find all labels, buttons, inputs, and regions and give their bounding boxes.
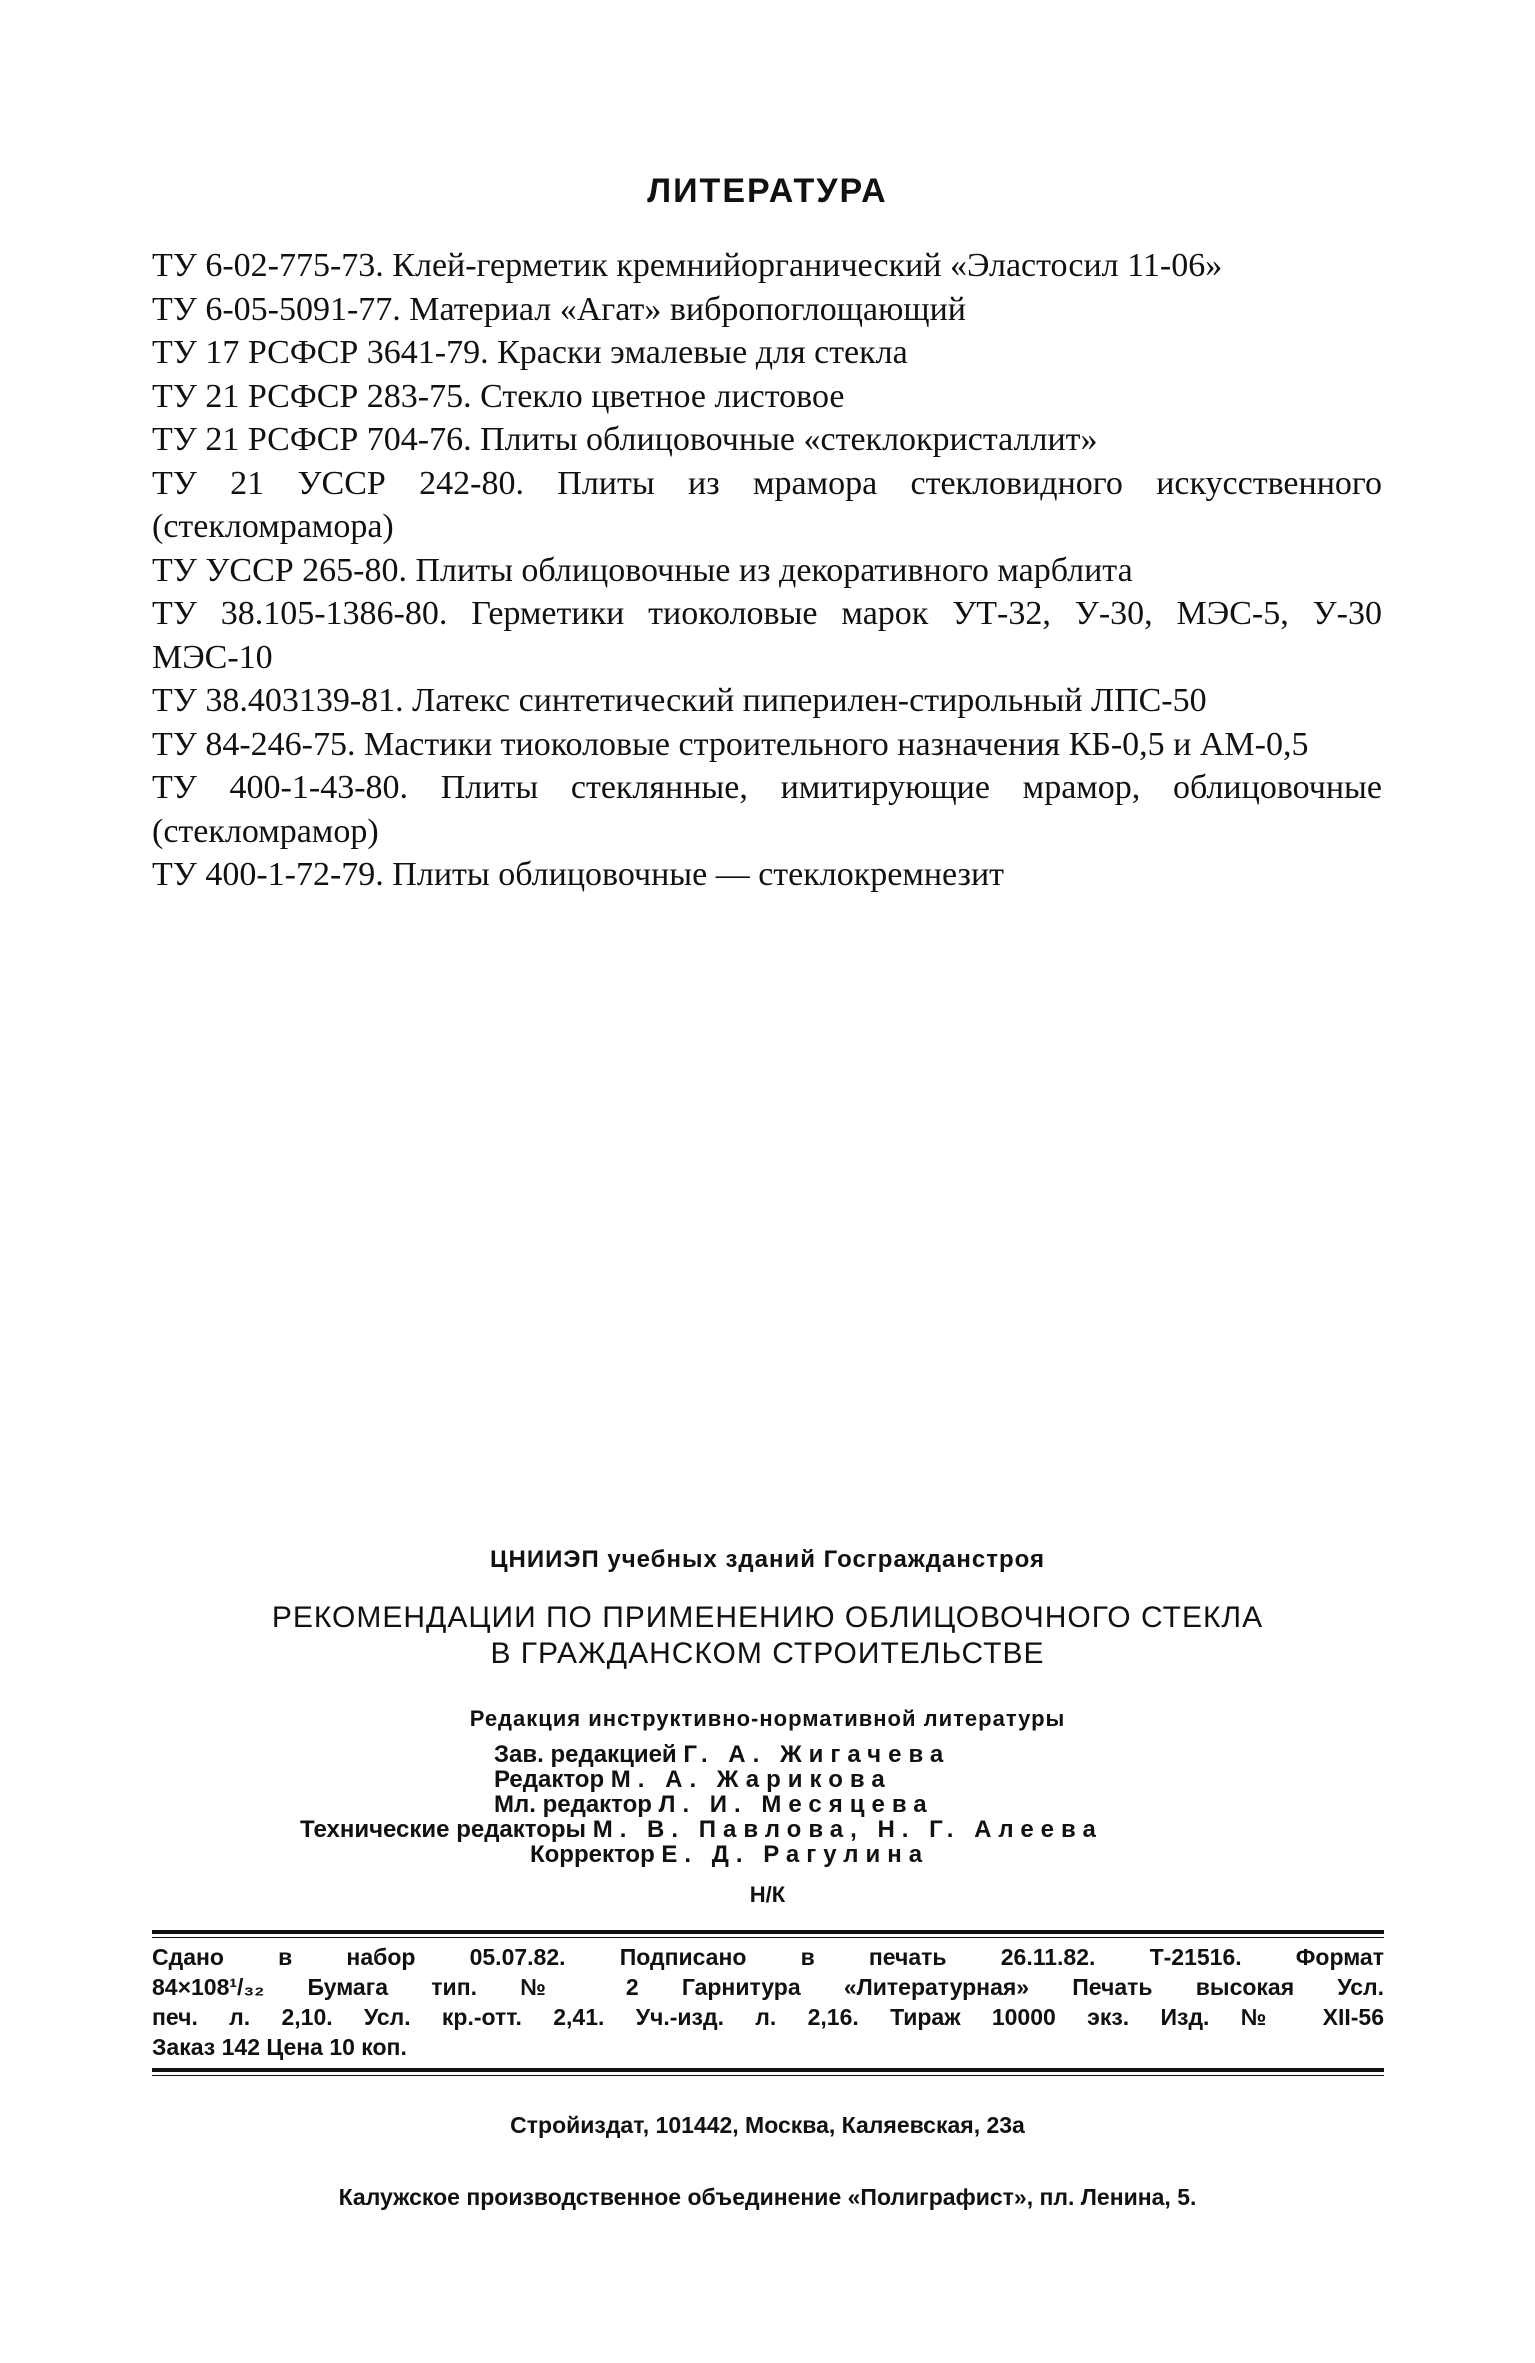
book-title-line-1: РЕКОМЕНДАЦИИ ПО ПРИМЕНЕНИЮ ОБЛИЦОВОЧНОГО СТЕКЛА: [271, 1601, 1264, 1634]
print-info-line: печ. л. 2,10. Усл. кр.-отт. 2,41. Уч.-изд. л. 2,16. Тираж 10000 экз. Изд. № XII-56: [152, 2004, 1384, 2030]
staff-role: Зав. редакцией: [494, 1741, 677, 1768]
reference-item: ТУ 6-05-5091-77. Материал «Агат» вибропоглощающий: [152, 290, 966, 328]
divider-rule: [152, 2068, 1384, 2072]
divider-rule: [152, 2075, 1384, 2076]
code-nk: Н/К: [749, 1882, 786, 1907]
print-info: [152, 1942, 1384, 2062]
department: Редакция инструктивно-нормативной литературы: [469, 1706, 1066, 1731]
organization: ЦНИИЭП учебных зданий Госгражданстроя: [490, 1546, 1045, 1573]
print-info-line: Сдано в набор 05.07.82. Подписано в печать 26.11.82. Т-21516. Формат: [152, 1944, 1384, 1970]
reference-item: ТУ 6-02-775-73. Клей-герметик кремнийорганический «Эластосил 11-06»: [152, 247, 1223, 284]
staff-role: Редактор: [494, 1766, 605, 1793]
staff-row: [290, 1742, 1290, 1767]
staff-row: [290, 1767, 1290, 1792]
book-title: [0, 1600, 1535, 1672]
book-title-line-2: В ГРАЖДАНСКОМ СТРОИТЕЛЬСТВЕ: [490, 1637, 1045, 1670]
reference-item: ТУ 38.105-1386-80. Герметики тиоколовые марок УТ-32, У-30, МЭС-5, У-30 МЭС-10: [152, 595, 1382, 676]
reference-item: ТУ 17 РСФСР 3641-79. Краски эмалевые для стекла: [152, 334, 908, 371]
reference-item: ТУ 84-246-75. Мастики тиоколовые строительного назначения КБ-0,5 и АМ-0,5: [152, 725, 1309, 763]
staff-name: М. А. Жарикова: [610, 1766, 892, 1793]
reference-item: ТУ 21 РСФСР 283-75. Стекло цветное листовое: [152, 377, 845, 415]
publisher: Стройиздат, 101442, Москва, Каляевская, 23а: [510, 2112, 1025, 2138]
imprint-block: [0, 1546, 1535, 1732]
reference-item: ТУ 21 УССР 242-80. Плиты из мрамора стекловидного искусственного (стекломрамора): [152, 464, 1382, 545]
divider-rule: [152, 1930, 1384, 1934]
reference-item: ТУ 400-1-43-80. Плиты стеклянные, имитирующие мрамор, облицовочные (стекломрамор): [152, 769, 1382, 850]
reference-item: ТУ 400-1-72-79. Плиты облицовочные — стеклокремнезит: [152, 856, 1005, 893]
editorial-staff: [290, 1742, 1290, 1867]
print-info-line: 84×108¹/₃₂ Бумага тип. № 2 Гарнитура «Литературная» Печать высокая Усл.: [152, 1974, 1384, 2000]
staff-name: М. В. Павлова, Н. Г. Алеева: [592, 1816, 1103, 1843]
staff-role: Мл. редактор: [494, 1791, 652, 1818]
staff-name: Г. А. Жигачева: [683, 1741, 951, 1768]
staff-name: Е. Д. Рагулина: [661, 1841, 930, 1868]
staff-row: [290, 1817, 1290, 1842]
staff-row: [290, 1842, 1290, 1867]
divider-rule: [152, 1937, 1384, 1938]
reference-item: ТУ 38.403139-81. Латекс синтетический пиперилен-стирольный ЛПС-50: [152, 682, 1207, 719]
staff-row: [290, 1792, 1290, 1817]
reference-item: ТУ 21 РСФСР 704-76. Плиты облицовочные «стеклокристаллит»: [152, 421, 1098, 458]
literature-heading: ЛИТЕРАТУРА: [647, 172, 888, 210]
printer: Калужское производственное объединение «Полиграфист», пл. Ленина, 5.: [338, 2184, 1197, 2210]
print-info-line: Заказ 142 Цена 10 коп.: [152, 2034, 407, 2060]
reference-item: ТУ УССР 265-80. Плиты облицовочные из декоративного марблита: [152, 551, 1133, 589]
reference-list: [152, 244, 1382, 897]
staff-name: Л. И. Месяцева: [658, 1791, 934, 1818]
staff-role: Технические редакторы: [300, 1816, 587, 1843]
staff-role: Корректор: [530, 1841, 655, 1868]
